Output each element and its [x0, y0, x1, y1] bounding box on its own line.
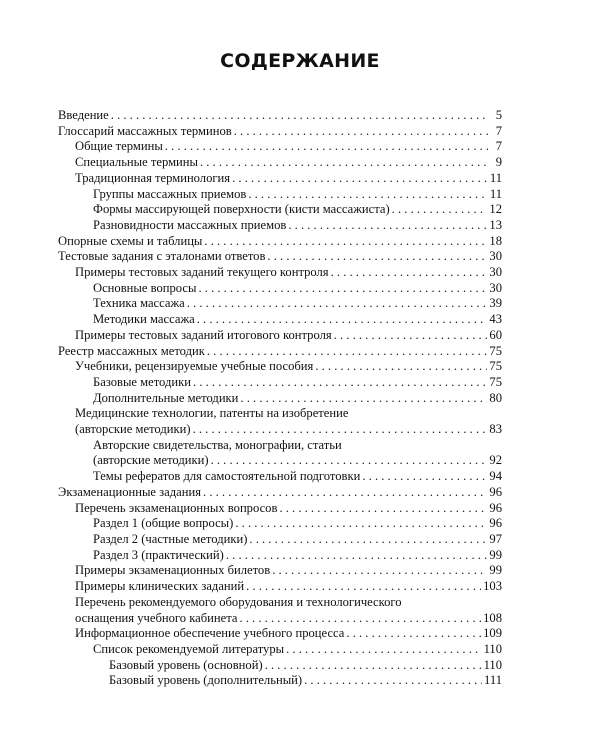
toc-entry-title: Перечень рекомендуемого оборудования и технологического — [75, 594, 402, 609]
toc-entry-title: Список рекомендуемой литературы — [93, 641, 285, 656]
toc-leader-dots — [248, 187, 488, 203]
table-of-contents — [58, 108, 502, 689]
toc-leader-dots — [346, 626, 481, 642]
toc-leader-dots — [315, 359, 487, 375]
toc-entry — [58, 626, 502, 642]
toc-page-number: 108 — [483, 610, 502, 625]
toc-entry — [58, 438, 502, 469]
toc-leader-dots — [187, 296, 488, 312]
toc-entry-title: Информационное обеспечение учебного процесса — [75, 626, 345, 641]
toc-entry — [58, 328, 502, 344]
toc-leader-dots — [279, 501, 487, 517]
toc-entry — [58, 375, 502, 391]
toc-page-number: 11 — [489, 170, 502, 185]
toc-entry-title: Раздел 2 (частные методики) — [93, 531, 248, 546]
toc-entry-title: Примеры тестовых заданий итогового контроля — [75, 327, 332, 342]
toc-leader-dots — [304, 673, 482, 689]
toc-entry — [58, 485, 502, 501]
toc-page-number: 9 — [495, 155, 502, 170]
toc-entry — [58, 344, 502, 360]
toc-entry-title: Примеры клинических заданий — [75, 579, 245, 594]
toc-entry — [58, 563, 502, 579]
toc-leader-dots — [232, 171, 488, 187]
toc-entry-title: Дополнительные методики — [93, 390, 239, 405]
toc-entry — [58, 359, 502, 375]
toc-entry-title: Введение — [58, 108, 109, 122]
toc-leader-dots — [198, 281, 487, 297]
toc-page-number: 5 — [495, 108, 502, 122]
toc-entry-title: Традиционная терминология — [75, 170, 231, 185]
toc-leader-dots — [193, 375, 487, 391]
toc-entry — [58, 265, 502, 281]
toc-leader-dots — [249, 532, 487, 548]
toc-entry-title: Техника массажа — [93, 296, 185, 311]
toc-entry — [58, 673, 502, 689]
toc-entry — [58, 187, 502, 203]
toc-entry-title: Реестр массажных методик — [58, 343, 205, 358]
toc-leader-dots — [193, 422, 488, 438]
toc-entry — [58, 234, 502, 250]
toc-page-number: 99 — [489, 547, 502, 562]
toc-entry-title: Разновидности массажных приемов — [93, 217, 287, 232]
toc-entry — [58, 249, 502, 265]
toc-entry-title: Основные вопросы — [93, 280, 197, 295]
toc-entry — [58, 391, 502, 407]
toc-entry-title: Авторские свидетельства, монографии, статьи — [93, 437, 342, 452]
toc-entry-title: Общие термины — [75, 139, 163, 154]
toc-leader-dots — [272, 563, 487, 579]
toc-entry — [58, 595, 502, 626]
toc-page-number: 83 — [489, 422, 502, 437]
toc-entry-title: Темы рефератов для самостоятельной подготовки — [93, 469, 361, 484]
toc-page-number: 43 — [489, 312, 502, 327]
toc-entry-title: Тестовые задания с эталонами ответов — [58, 249, 266, 264]
toc-entry-title: Базовый уровень (дополнительный) — [109, 673, 303, 688]
toc-entry — [58, 469, 502, 485]
toc-entry-title: Базовый уровень (основной) — [109, 657, 263, 672]
toc-entry-title: Базовые методики — [93, 374, 192, 389]
toc-entry — [58, 406, 502, 437]
toc-entry — [58, 218, 502, 234]
toc-entry — [58, 202, 502, 218]
toc-entry-title-continued: оснащения учебного кабинета — [75, 610, 238, 625]
toc-leader-dots — [207, 344, 488, 360]
toc-page-number: 75 — [489, 359, 502, 374]
toc-entry-title: Экзаменационные задания — [58, 484, 202, 499]
toc-entry — [58, 658, 502, 674]
toc-page-number: 99 — [489, 563, 502, 578]
toc-page-number: 109 — [483, 626, 502, 641]
toc-entry — [58, 312, 502, 328]
toc-entry — [58, 124, 502, 140]
toc-page-number: 75 — [489, 343, 502, 358]
toc-entry-title: Учебники, рецензируемые учебные пособия — [75, 359, 314, 374]
toc-page-number: 7 — [495, 139, 502, 154]
page-title: СОДЕРЖАНИЕ — [220, 50, 380, 72]
toc-entry-title-continued: (авторские методики) — [75, 422, 191, 437]
toc-page-number: 13 — [489, 217, 502, 232]
toc-leader-dots — [362, 469, 487, 485]
toc-entry-title: Глоссарий массажных терминов — [58, 123, 232, 138]
toc-entry-title: Раздел 3 (практический) — [93, 547, 224, 562]
toc-leader-dots — [235, 516, 487, 532]
toc-page-number: 97 — [489, 531, 502, 546]
toc-leader-dots — [234, 124, 488, 140]
toc-page-number: 94 — [489, 469, 502, 484]
toc-leader-dots — [331, 265, 488, 281]
toc-page-number: 96 — [489, 500, 502, 515]
toc-leader-dots — [246, 579, 481, 595]
toc-leader-dots — [286, 642, 481, 658]
toc-entry — [58, 139, 502, 155]
toc-entry — [58, 516, 502, 532]
toc-entry — [58, 108, 502, 124]
toc-page-number: 30 — [489, 280, 502, 295]
toc-leader-dots — [265, 658, 482, 674]
toc-page-number: 96 — [489, 484, 502, 499]
toc-page-number: 80 — [489, 390, 502, 405]
toc-leader-dots — [203, 485, 487, 501]
toc-page-number: 96 — [489, 516, 502, 531]
toc-leader-dots — [204, 234, 487, 250]
toc-entry-title: Примеры тестовых заданий текущего контроля — [75, 265, 329, 280]
toc-leader-dots — [334, 328, 488, 344]
toc-entry-title: Опорные схемы и таблицы — [58, 233, 203, 248]
toc-page-number: 30 — [489, 265, 502, 280]
toc-entry-title: Медицинские технологии, патенты на изобретение — [75, 406, 349, 421]
toc-page-number: 111 — [484, 673, 502, 688]
toc-page-number: 39 — [489, 296, 502, 311]
toc-entry — [58, 548, 502, 564]
toc-leader-dots — [165, 139, 488, 155]
toc-page-number: 103 — [483, 579, 502, 594]
toc-leader-dots — [240, 391, 487, 407]
toc-page-number: 110 — [483, 657, 502, 672]
toc-entry-title: Формы массирующей поверхности (кисти массажиста) — [93, 202, 390, 217]
toc-page-number: 75 — [489, 374, 502, 389]
toc-leader-dots — [226, 548, 488, 564]
toc-entry — [58, 155, 502, 171]
toc-entry-title-continued: (авторские методики) — [93, 453, 209, 468]
toc-page-number: 92 — [489, 453, 502, 468]
toc-entry-title: Раздел 1 (общие вопросы) — [93, 516, 234, 531]
toc-entry-title: Специальные термины — [75, 155, 198, 170]
toc-leader-dots — [111, 108, 488, 124]
toc-leader-dots — [392, 202, 488, 218]
toc-leader-dots — [197, 312, 488, 328]
toc-leader-dots — [267, 249, 487, 265]
toc-leader-dots — [200, 155, 488, 171]
toc-entry — [58, 501, 502, 517]
toc-entry — [58, 532, 502, 548]
toc-entry — [58, 296, 502, 312]
toc-entry — [58, 642, 502, 658]
toc-entry-title: Методики массажа — [93, 312, 195, 327]
toc-leader-dots — [211, 453, 488, 469]
toc-entry — [58, 281, 502, 297]
toc-entry-title: Группы массажных приемов — [93, 186, 247, 201]
toc-entry — [58, 171, 502, 187]
toc-page-number: 7 — [495, 123, 502, 138]
toc-page-number: 12 — [489, 202, 502, 217]
toc-entry-title: Примеры экзаменационных билетов — [75, 563, 271, 578]
toc-entry-title: Перечень экзаменационных вопросов — [75, 500, 278, 515]
toc-leader-dots — [239, 611, 481, 627]
toc-page-number: 60 — [489, 327, 502, 342]
toc-entry — [58, 579, 502, 595]
toc-page-number: 18 — [489, 233, 502, 248]
toc-page-number: 30 — [489, 249, 502, 264]
toc-leader-dots — [288, 218, 487, 234]
toc-page-number: 11 — [489, 186, 502, 201]
toc-page-number: 110 — [483, 641, 502, 656]
